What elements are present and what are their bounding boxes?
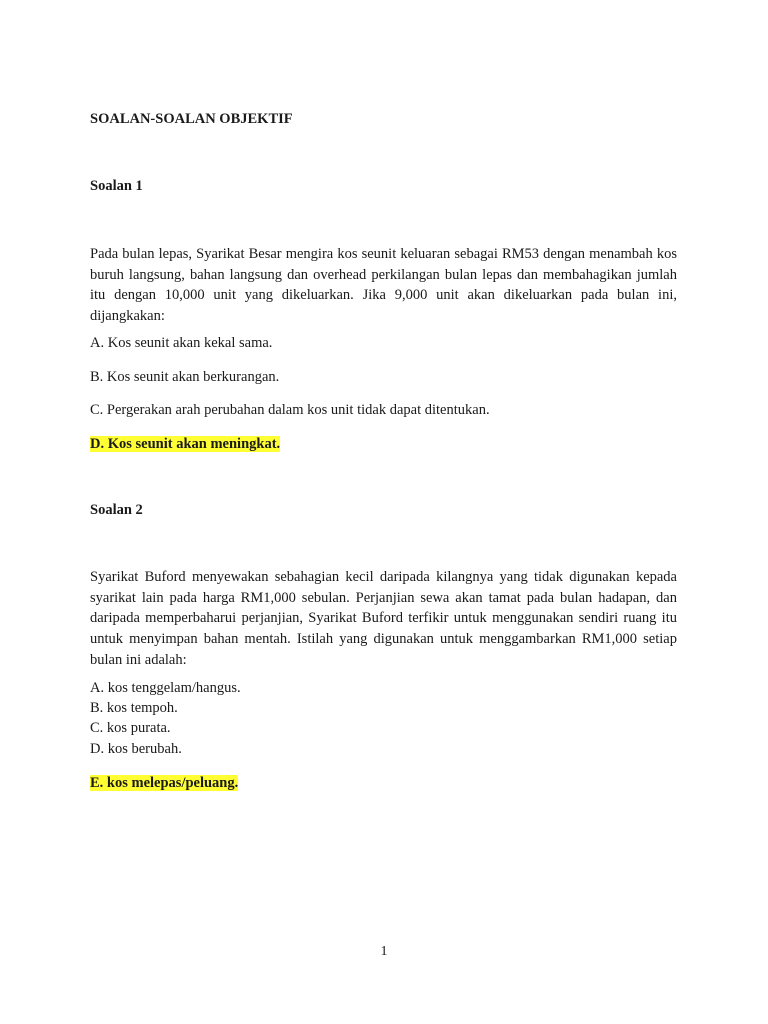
question-1-option-c: C. Pergerakan arah perubahan dalam kos unit tidak dapat ditentukan. [90,402,490,418]
question-1-heading: Soalan 1 [90,178,143,194]
question-1-answer [90,434,677,455]
question-2-text: Syarikat Buford menyewakan sebahagian kecil daripada kilangnya yang tidak digunakan kepada syarikat lain pada harga RM1,000 sebulan. Perjanjian sewa akan tamat pada bulan hadapan, dan daripada memperbaharui perjanjian, Syarikat Buford terfikir untuk menggunakan sendiri ruang itu untuk menyimpan bahan mentah. Istilah yang digunakan untuk menggambarkan RM1,000 setiap bulan ini adalah: [90,569,677,668]
question-2-option-d: D. kos berubah. [90,741,182,757]
question-1-option-b: B. Kos seunit akan berkurangan. [90,369,280,385]
question-2-heading: Soalan 2 [90,502,143,518]
question-1-answer-highlight: D. Kos seunit akan meningkat. [90,436,281,452]
question-2-answer-highlight: E. kos melepas/peluang. [90,775,239,791]
question-2-answer [90,773,677,794]
page-number: 1 [380,944,388,959]
question-2-option-c: C. kos purata. [90,720,171,736]
document-title: SOALAN-SOALAN OBJEKTIF [90,111,293,127]
question-2-option-a: A. kos tenggelam/hangus. [90,680,241,696]
question-1-text: Pada bulan lepas, Syarikat Besar mengira kos seunit keluaran sebagai RM53 dengan menambah kos buruh langsung, bahan langsung dan overhead perkilangan bulan lepas dan membahagikan jumlah itu dengan 10,000 unit yang dikeluarkan. Jika 9,000 unit akan dikeluarkan pada bulan ini, dijangkakan: [90,246,677,325]
question-2-option-b: B. kos tempoh. [90,700,178,716]
question-1-option-a: A. Kos seunit akan kekal sama. [90,335,273,351]
